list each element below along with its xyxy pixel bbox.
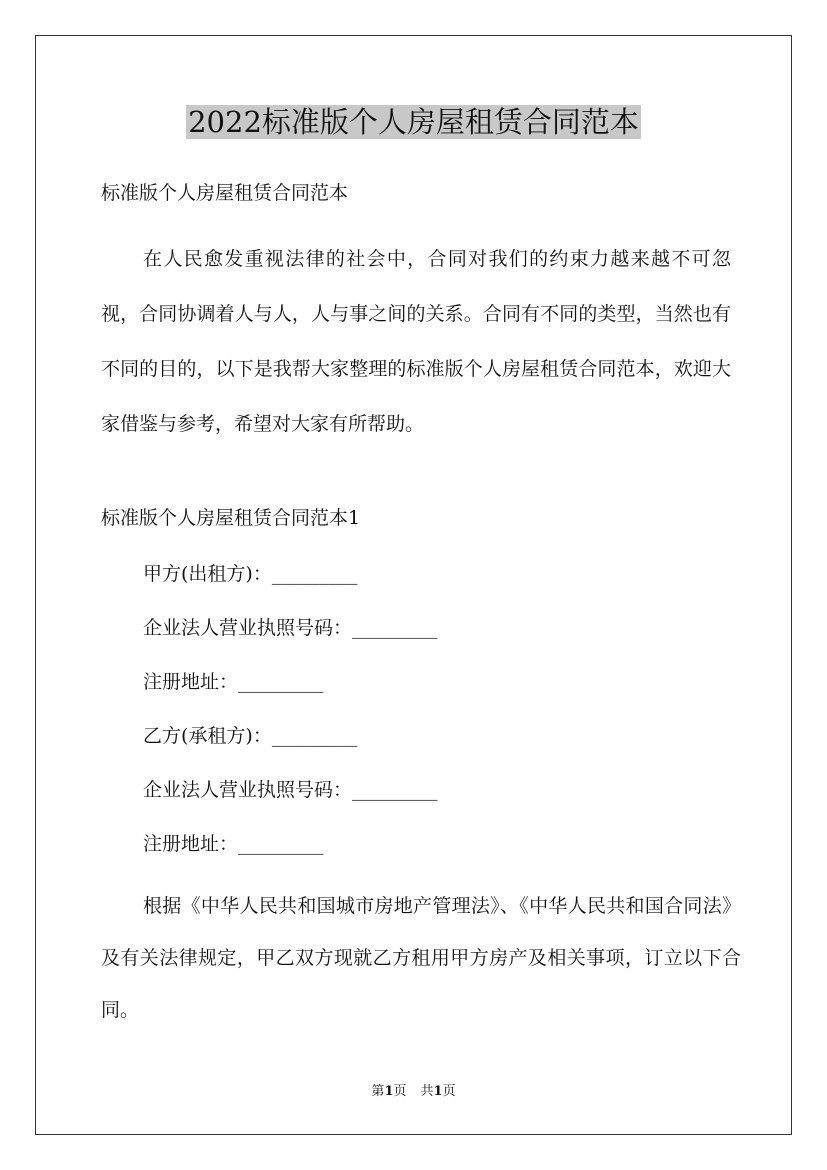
party-b-license-field: 企业法人营业执照号码：_________ <box>143 779 438 801</box>
footer-page-suffix: 页 <box>393 1084 407 1099</box>
party-a-license-field: 企业法人营业执照号码：_________ <box>143 617 438 639</box>
footer-page-prefix: 第 <box>371 1084 385 1099</box>
footer-total-suffix: 页 <box>442 1084 456 1099</box>
page-footer <box>0 1083 827 1101</box>
party-b-field: 乙方(承租方)：_________ <box>143 725 358 747</box>
party-a-field: 甲方(出租方)：_________ <box>143 563 358 585</box>
intro-paragraph: 在人民愈发重视法律的社会中，合同对我们的约束力越来越不可忽视，合同协调着人与人，人与事之间的关系。合同有不同的类型，当然也有不同的目的，以下是我帮大家整理的标准版个人房屋租赁合同范本，欢迎大家借鉴与参考，希望对大家有所帮助。 <box>101 248 731 435</box>
footer-page-number: 1 <box>384 1084 394 1099</box>
document-title <box>0 101 827 143</box>
party-a-address-field: 注册地址：_________ <box>143 671 324 693</box>
document-subtitle: 标准版个人房屋租赁合同范本 <box>101 182 349 204</box>
section-heading: 标准版个人房屋租赁合同范本1 <box>101 507 361 529</box>
closing-paragraph: 根据《中华人民共和国城市房地产管理法》、《中华人民共和国合同法》及有关法律规定，甲乙双方现就乙方租用甲方房产及相关事项，订立以下合同。 <box>101 895 741 1021</box>
footer-total-number: 1 <box>433 1084 443 1099</box>
party-b-address-field: 注册地址：_________ <box>143 833 324 855</box>
document-title-text: 2022标准版个人房屋租赁合同范本 <box>188 105 639 139</box>
footer-total-prefix: 共 <box>420 1084 434 1099</box>
